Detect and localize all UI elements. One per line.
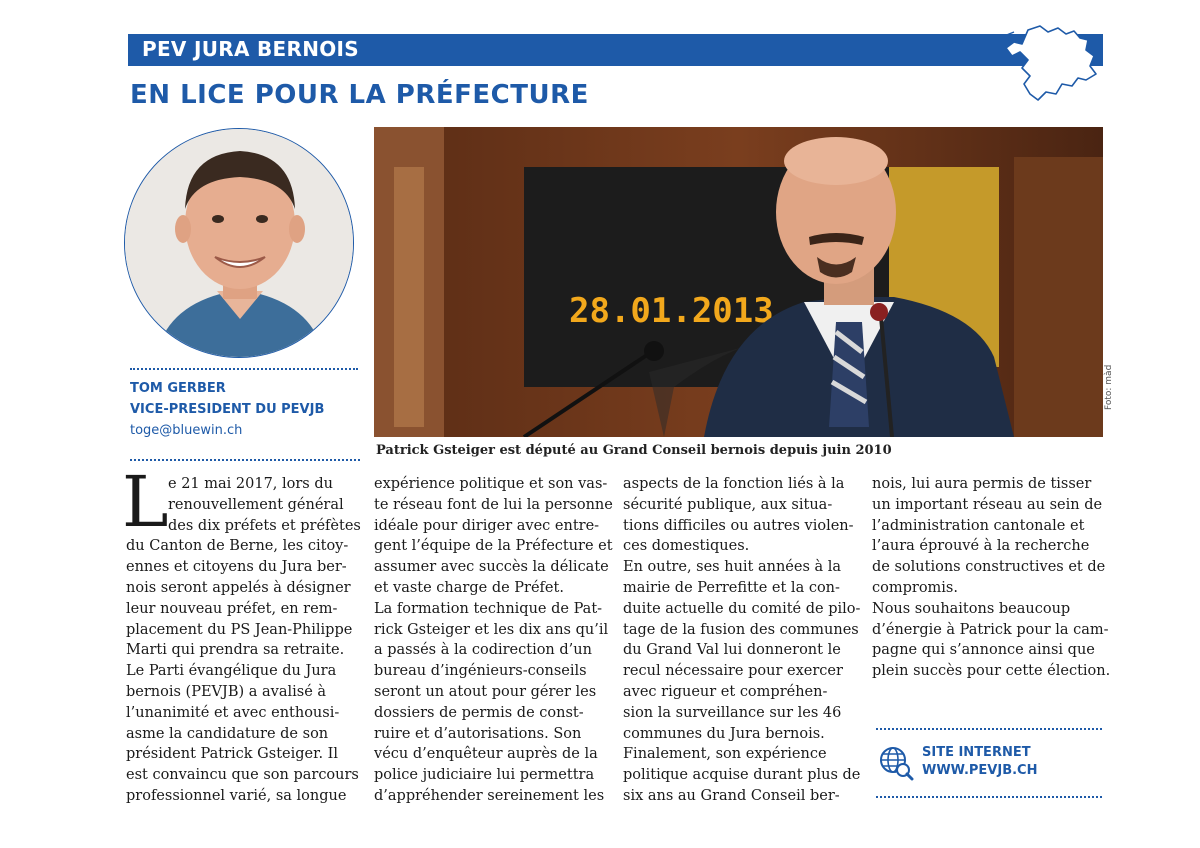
article-column-2 [374, 474, 613, 807]
article-line: bureau d’ingénieurs-conseils [374, 663, 587, 680]
divider [876, 796, 1102, 798]
article-line: idéale pour diriger avec entre- [374, 517, 600, 534]
article-photo [374, 127, 1103, 437]
canton-map-icon [1000, 22, 1104, 104]
article-column-1 [126, 474, 361, 807]
article-line: vécu d’enquêteur auprès de la [374, 746, 598, 763]
article-line: avec rigueur et compréhen- [623, 683, 828, 700]
article-line: l’unanimité et avec enthousi- [126, 704, 340, 721]
article-column-4 [872, 474, 1111, 682]
display-date: 28.01.2013 [569, 291, 774, 331]
article-line: assumer avec succès la délicate [374, 559, 609, 576]
article-line: du Canton de Berne, les citoy- [126, 538, 349, 555]
drop-cap: L [122, 461, 169, 543]
article-line: l’administration cantonale et [872, 517, 1085, 534]
author-email-link[interactable]: toge@bluewin.ch [130, 423, 243, 438]
article-line: gent l’équipe de la Préfecture et [374, 538, 613, 555]
article-column-3 [623, 474, 861, 807]
article-line: sion la surveillance sur les 46 [623, 704, 842, 721]
article-line: des dix préfets et préfètes [168, 517, 361, 534]
article-line: te réseau font de lui la personne [374, 496, 613, 513]
article-line: expérience politique et son vas- [374, 476, 608, 492]
article-line: communes du Jura bernois. [623, 725, 825, 742]
article-line: e 21 mai 2017, lors du [168, 476, 333, 492]
article-line: seront un atout pour gérer les [374, 683, 597, 700]
article-line: ces domestiques. [623, 538, 750, 555]
divider [130, 368, 358, 370]
article-line: ruire et d’autorisations. Son [374, 725, 582, 742]
photo-credit [1104, 364, 1132, 440]
photo-image [374, 127, 1103, 437]
photo-credit-text: Foto: màd [1104, 364, 1114, 410]
article-line: Finalement, son expérience [623, 746, 827, 763]
article-title: EN LICE POUR LA PRÉFECTURE [130, 80, 589, 110]
article-line: président Patrick Gsteiger. Il [126, 746, 339, 763]
divider [876, 728, 1102, 730]
article-line: ennes et citoyens du Jura ber- [126, 559, 347, 576]
section-label: PEV JURA BERNOIS [142, 37, 359, 61]
portrait-image [125, 129, 354, 358]
article-line: renouvellement général [168, 496, 344, 513]
article-line: nois seront appelés à désigner [126, 579, 351, 596]
author-name: TOM GERBER [130, 381, 226, 396]
article-line: d’énergie à Patrick pour la cam- [872, 621, 1109, 638]
article-line: La formation technique de Pat- [374, 600, 603, 617]
article-line: de solutions constructives et de [872, 559, 1106, 576]
article-line: rick Gsteiger et les dix ans qu’il [374, 621, 609, 638]
author-role: VICE-PRESIDENT DU PEVJB [130, 402, 325, 417]
article-line: asme la candidature de son [126, 725, 329, 742]
article-line: compromis. [872, 579, 958, 596]
article-line: professionnel varié, sa longue [126, 787, 347, 804]
article-line: du Grand Val lui donneront le [623, 642, 841, 659]
article-line: et vaste charge de Préfet. [374, 579, 564, 596]
article-line: est convaincu que son parcours [126, 767, 359, 784]
article-line: aspects de la fonction liés à la [623, 476, 845, 492]
article-line: d’appréhender sereinement les [374, 787, 605, 804]
globe-search-icon [878, 745, 914, 781]
article-line: six ans au Grand Conseil ber- [623, 787, 840, 804]
article-line: leur nouveau préfet, en rem- [126, 600, 338, 617]
article-line: police judiciaire lui permettra [374, 767, 595, 784]
article-line: Le Parti évangélique du Jura [126, 663, 337, 680]
article-line: En outre, ses huit années à la [623, 559, 842, 576]
article-line: pagne qui s’annonce ainsi que [872, 642, 1095, 659]
article-line: sécurité publique, aux situa- [623, 496, 833, 513]
website-url-link[interactable]: WWW.PEVJB.CH [922, 763, 1038, 778]
article-line: Nous souhaitons beaucoup [872, 600, 1071, 617]
article-line: a passés à la codirection d’un [374, 642, 592, 659]
article-line: dossiers de permis de const- [374, 704, 584, 721]
article-line: tage de la fusion des communes [623, 621, 859, 638]
article-line: plein succès pour cette élection. [872, 663, 1111, 680]
article-line: tions difficiles ou autres violen- [623, 517, 854, 534]
article-line: Marti qui prendra sa retraite. [126, 642, 345, 659]
article-line: l’aura éprouvé à la recherche [872, 538, 1090, 555]
article-line: placement du PS Jean-Philippe [126, 621, 353, 638]
article-line: un important réseau au sein de [872, 496, 1103, 513]
website-label: SITE INTERNET [922, 745, 1031, 760]
author-portrait [124, 128, 354, 358]
article-line: mairie de Perrefitte et la con- [623, 579, 840, 596]
article-line: recul nécessaire pour exercer [623, 663, 843, 680]
article-line: politique acquise durant plus de [623, 767, 861, 784]
article-line: nois, lui aura permis de tisser [872, 476, 1092, 492]
photo-caption: Patrick Gsteiger est député au Grand Conseil bernois depuis juin 2010 [376, 443, 892, 458]
article-line: bernois (PEVJB) a avalisé à [126, 683, 327, 700]
article-line: duite actuelle du comité de pilo- [623, 600, 861, 617]
